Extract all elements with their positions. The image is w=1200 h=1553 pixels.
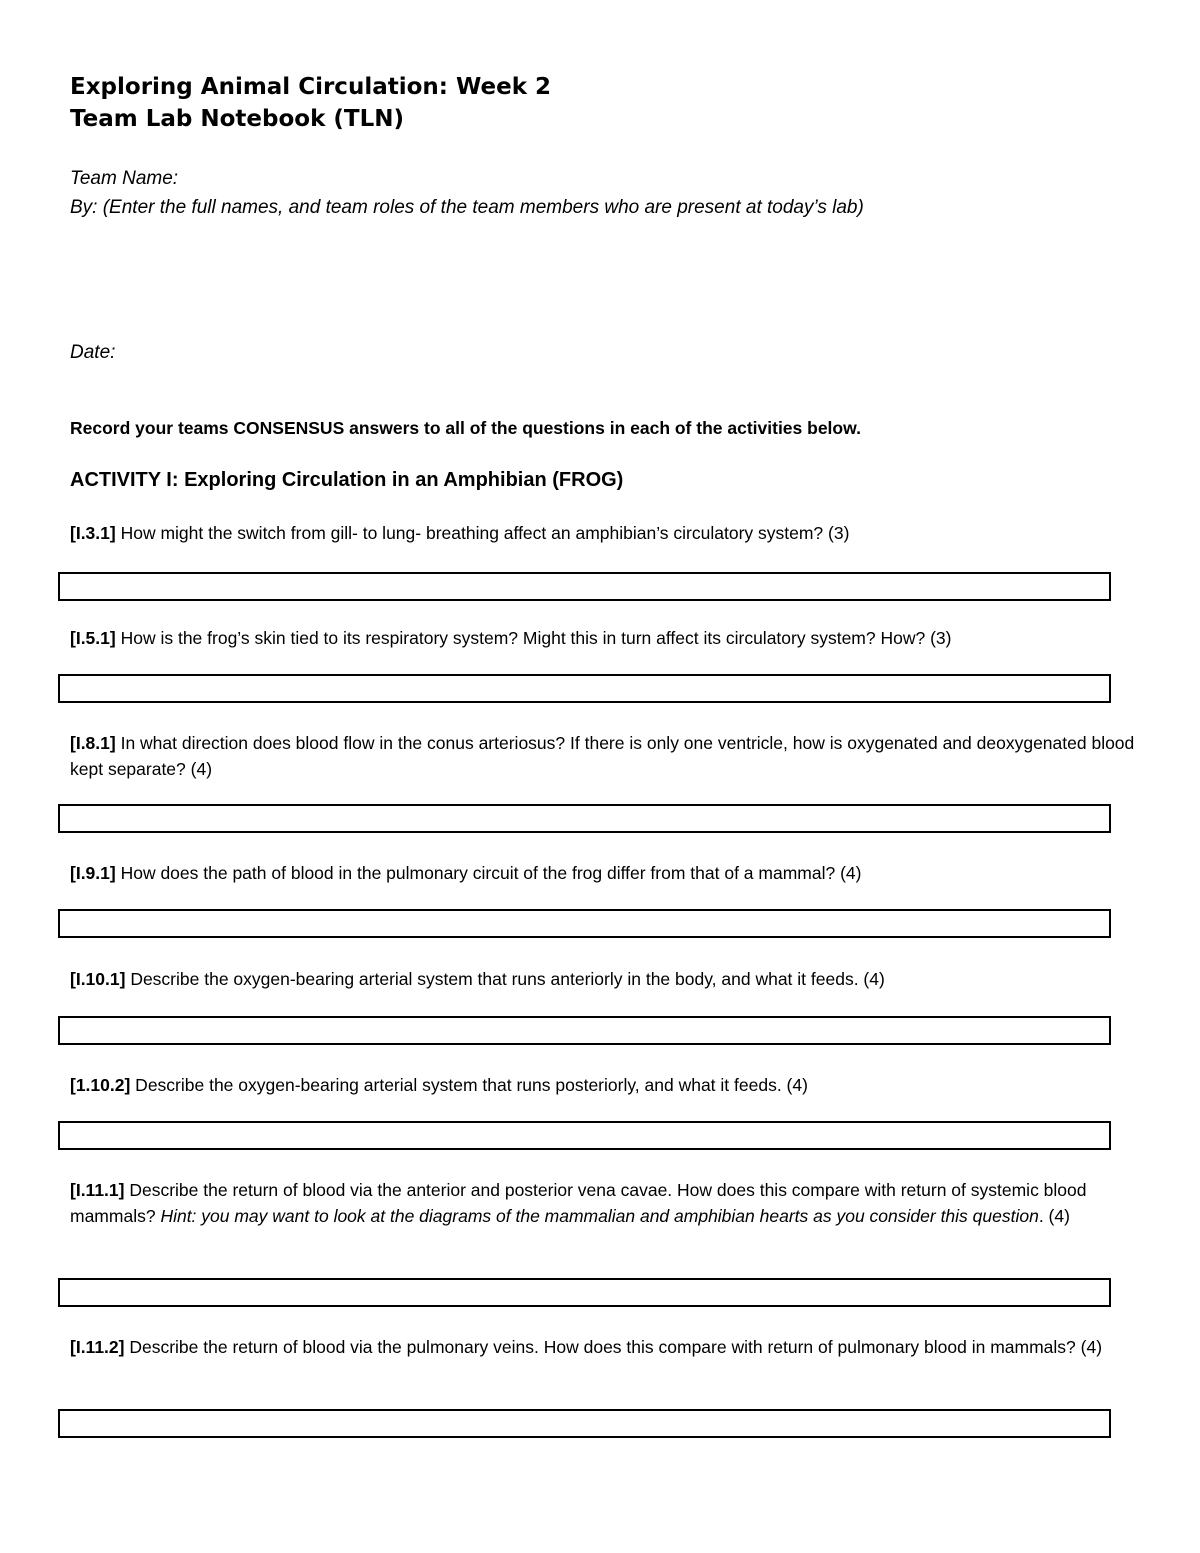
question-i-8-1 bbox=[70, 730, 1140, 782]
question-i-11-1 bbox=[70, 1177, 1140, 1229]
question-text: Describe the return of blood via the anterior and posterior vena cavae. How does this compare with return of systemic blood mammals? bbox=[70, 1180, 1087, 1226]
question-id: [I.5.1] bbox=[70, 628, 116, 648]
question-text: Describe the oxygen-bearing arterial system that runs anteriorly in the body, and what it feeds. (4) bbox=[125, 969, 885, 989]
question-i-11-2 bbox=[70, 1334, 1140, 1360]
question-id: [I.10.1] bbox=[70, 969, 126, 989]
question-hint: Hint: you may want to look at the diagrams of the mammalian and amphibian hearts as you consider this question bbox=[160, 1206, 1039, 1226]
question-id: [I.3.1] bbox=[70, 523, 116, 543]
team-name-label: Team Name: bbox=[70, 168, 179, 189]
answer-box-i-11-2[interactable] bbox=[58, 1409, 1111, 1438]
question-i-9-1 bbox=[70, 860, 1140, 886]
answer-box-i-5-1[interactable] bbox=[58, 674, 1111, 703]
answer-box-i-3-1[interactable] bbox=[58, 572, 1111, 601]
question-i-10-1 bbox=[70, 966, 1140, 992]
date-label: Date: bbox=[70, 342, 116, 363]
question-id: [I.11.1] bbox=[70, 1180, 125, 1200]
question-text: How does the path of blood in the pulmonary circuit of the frog differ from that of a mammal? (4) bbox=[115, 863, 862, 883]
question-1-10-2 bbox=[70, 1072, 1140, 1098]
answer-box-i-10-1[interactable] bbox=[58, 1016, 1111, 1045]
question-i-5-1 bbox=[70, 625, 1140, 651]
team-members-label: By: (Enter the full names, and team roles of the team members who are present at today’s lab) bbox=[70, 197, 864, 218]
question-id: [I.8.1] bbox=[70, 733, 116, 753]
question-id: [I.11.2] bbox=[70, 1337, 125, 1357]
question-i-3-1 bbox=[70, 520, 1140, 546]
activity-heading: ACTIVITY I: Exploring Circulation in an Amphibian (FROG) bbox=[70, 469, 624, 491]
answer-box-i-11-1[interactable] bbox=[58, 1278, 1111, 1307]
instructions: Record your teams CONSENSUS answers to all of the questions in each of the activities below. bbox=[70, 418, 861, 438]
question-tail: . (4) bbox=[1038, 1206, 1070, 1226]
question-text: In what direction does blood flow in the conus arteriosus? If there is only one ventricle, how is oxygenated and deoxygenated blood kept separate? (4) bbox=[70, 733, 1135, 779]
question-text: Describe the oxygen-bearing arterial system that runs posteriorly, and what it feeds. (4) bbox=[130, 1075, 808, 1095]
question-id: [1.10.2] bbox=[70, 1075, 131, 1095]
question-text: Describe the return of blood via the pulmonary veins. How does this compare with return of pulmonary blood in mammals? (4) bbox=[124, 1337, 1103, 1357]
answer-box-1-10-2[interactable] bbox=[58, 1121, 1111, 1150]
question-text: How might the switch from gill- to lung- breathing affect an amphibian’s circulatory system? (3) bbox=[115, 523, 850, 543]
answer-box-i-8-1[interactable] bbox=[58, 804, 1111, 833]
document-subtitle: Team Lab Notebook (TLN) bbox=[70, 106, 405, 132]
question-id: [I.9.1] bbox=[70, 863, 116, 883]
document-title: Exploring Animal Circulation: Week 2 bbox=[70, 74, 552, 100]
answer-box-i-9-1[interactable] bbox=[58, 909, 1111, 938]
question-text: How is the frog’s skin tied to its respiratory system? Might this in turn affect its circulatory system? How? (3) bbox=[115, 628, 952, 648]
